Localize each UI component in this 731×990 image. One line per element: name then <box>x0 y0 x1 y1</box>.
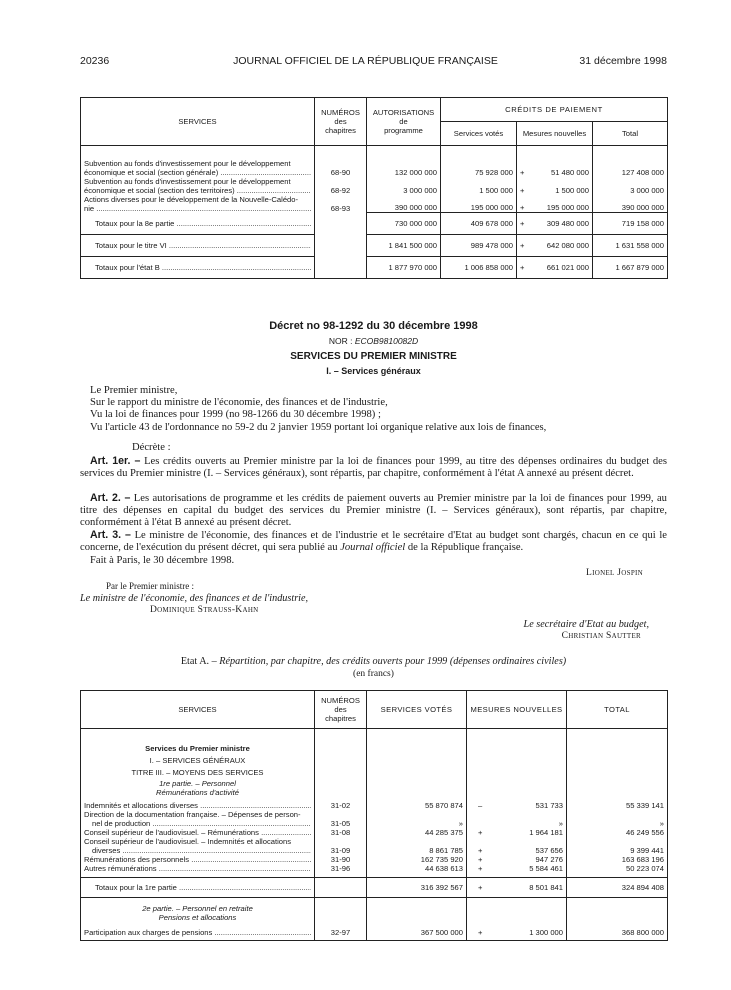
decree-intro: Le Premier ministre, Sur le rapport du ministre de l'économie, des finances et de l'industrie, Vu la loi de finances pour 1999 (no 98-1266 du 30 décembre 1998) ; Vu l'article 43 de l'ordonnance no 59-2 du 2 janvier 1959 portant loi organique relative aux lois de finances, <box>90 385 547 433</box>
totals-row: Totaux pour la 1re partie ..... 316 392 567 + 8 501 841 324 894 408 <box>81 877 668 897</box>
col-header-services-votes: Services votés <box>441 122 517 146</box>
par-le-premier-ministre: Par le Premier ministre : <box>106 581 194 591</box>
table-row: Autres rémunérations ..... 31-96 44 638 613 + 5 584 461 50 223 074 <box>81 864 668 878</box>
col-header-total: TOTAL <box>567 691 668 729</box>
section-heading: I. – Services généraux <box>326 366 421 376</box>
decree-title: Décret no 98-1292 du 30 décembre 1998 <box>269 320 478 332</box>
decrete-word: Décrète : <box>132 442 171 453</box>
col-header-services: SERVICES <box>178 705 217 714</box>
secretary-title: Le secrétaire d'Etat au budget, <box>523 619 649 630</box>
table-row: Subvention au fonds d'investissement pour le développement économique et social (section générale) ..... 68-90 132 000 000 75 928 000 + 51 480 000 127 408 000 <box>81 159 668 177</box>
article-2: Art. 2. – Les autorisations de programme et les crédits de paiement ouverts au Premier ministre par la loi de finances pour 1999, au titre des dépenses en capital du budget des services du Premier ministre (I. – Services généraux), sont répartis, par chapitre, conformément à l'état B annexé au présent décret. <box>80 492 667 529</box>
col-header-mesures-nouvelles: MESURES NOUVELLES <box>467 691 567 729</box>
col-header-numeros: NUMÉROS des chapitres <box>315 98 367 146</box>
table-row: Conseil supérieur de l'audiovisuel. – Indemnités et allocations diverses ..... 31-09 8 861 785 + 537 656 9 399 441 <box>81 837 668 855</box>
article-1: Art. 1er. – Les crédits ouverts au Premier ministre par la loi de finances pour 1999, au titre des dépenses ordinaires du budget des services du Premier ministre (I. – Services généraux), sont répartis, par chapitre, conformément à l'état A annexé au présent décret. <box>80 455 667 480</box>
etat-a-table <box>80 690 668 941</box>
etat-a-title: Etat A. – Répartition, par chapitre, des crédits ouverts pour 1999 (dépenses ordinaires civiles) <box>180 656 567 667</box>
etat-a-unit: (en francs) <box>353 669 394 679</box>
table-row: Participation aux charges de pensions ..... 32-97 367 500 000 + 1 300 000 368 800 000 <box>81 925 668 941</box>
secretary-name: Christian Sautter <box>561 631 641 641</box>
col-header-numeros: NUMÉROS des chapitres <box>315 691 367 729</box>
col-header-mesures-nouvelles: Mesures nouvelles <box>517 122 593 146</box>
totals-row: Totaux pour l'état B ..... 1 877 970 000 1 006 858 000 + 661 021 000 1 667 879 000 <box>81 257 668 279</box>
page-number: 20236 <box>80 55 110 67</box>
totals-row: Totaux pour le titre VI ..... 1 841 500 000 989 478 000 + 642 080 000 1 631 558 000 <box>81 235 668 257</box>
totals-row: Totaux pour la 8e partie ..... 730 000 000 409 678 000 + 309 480 000 719 158 000 <box>81 213 668 235</box>
col-header-total: Total <box>593 122 668 146</box>
credits-table-etat-b <box>80 97 668 279</box>
table-row: Rémunérations des personnels ..... 31-90 162 735 920 + 947 276 163 683 196 <box>81 855 668 864</box>
journal-title: JOURNAL OFFICIEL DE LA RÉPUBLIQUE FRANÇAISE <box>233 55 498 67</box>
table-row: Subvention au fonds d'investissement pour le développement économique et social (section des territoires) ..... 68-92 3 000 000 1 500 000 + 1 500 000 3 000 000 <box>81 177 668 195</box>
decree-nor: NOR : ECOB9810082D <box>328 336 419 346</box>
col-header-services-votes: SERVICES VOTÉS <box>367 691 467 729</box>
table-row: Actions diverses pour le développement de la Nouvelle-Calédo- nie ..... 68-93 390 000 000 195 000 000 + 195 000 000 390 000 000 <box>81 195 668 213</box>
section-headings: 2e partie. – Personnel en retraite Pensions et allocations <box>81 897 668 925</box>
header-date: 31 décembre 1998 <box>579 55 667 67</box>
ministry-heading: SERVICES DU PREMIER MINISTRE <box>290 351 457 362</box>
minister-title: Le ministre de l'économie, des finances et de l'industrie, <box>80 593 309 604</box>
minister-name: Dominique Strauss-Kahn <box>150 605 259 615</box>
table-row: Conseil supérieur de l'audiovisuel. – Rémunérations ..... 31-08 44 285 375 + 1 964 181 46 249 556 <box>81 828 668 837</box>
col-header-services: SERVICES <box>178 117 217 126</box>
fait-a-paris: Fait à Paris, le 30 décembre 1998. <box>90 555 235 566</box>
section-headings: Services du Premier ministre I. – SERVICES GÉNÉRAUX TITRE III. – MOYENS DES SERVICES 1re partie. – Personnel Rémunérations d'activité <box>81 743 668 801</box>
table-row: Direction de la documentation française. – Dépenses de person- nel de production ..... 31-05 » » » <box>81 810 668 828</box>
col-header-autorisations: AUTORISATIONS de programme <box>367 98 441 146</box>
article-3: Art. 3. – Le ministre de l'économie, des finances et de l'industrie et le secrétaire d'Etat au budget sont chargés, chacun en ce qui le concerne, de l'exécution du présent décret, qui sera publié au Journal officiel de la République française. <box>80 529 668 554</box>
table-row: Indemnités et allocations diverses ..... 31-02 55 870 874 – 531 733 55 339 141 <box>81 801 668 810</box>
col-header-credits-paiement: CRÉDITS DE PAIEMENT <box>441 98 668 122</box>
signatory-prime-minister: Lionel Jospin <box>586 568 643 578</box>
